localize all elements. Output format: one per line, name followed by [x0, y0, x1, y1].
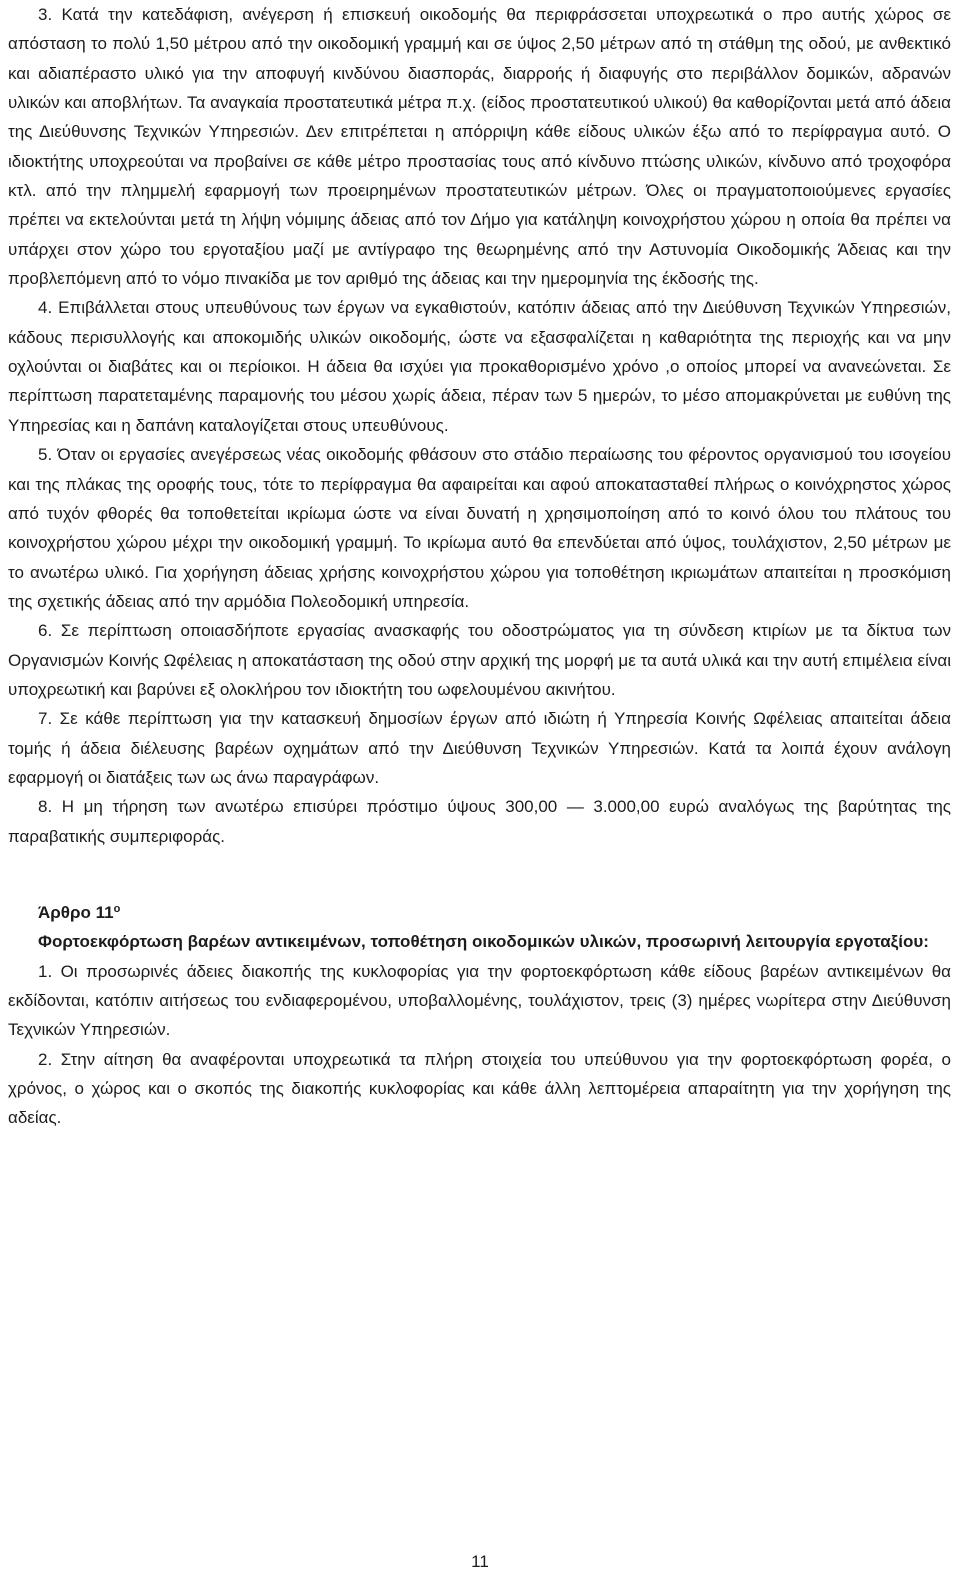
- paragraph-6: 6. Σε περίπτωση οποιασδήποτε εργασίας ανασκαφής του οδοστρώματος για τη σύνδεση κτιρίων με τα δίκτυα των Οργανισμών Κοινής Ωφέλειας η αποκατάσταση της οδού στην αρχική της μορφή με τα αυτά υλικά και την αυτή επιμέλεια είναι υποχρεωτική και βαρύνει εξ ολοκλήρου τον ιδιοκτήτη του ωφελουμένου ακινήτου.: [8, 621, 951, 699]
- article-paragraph-2: 2. Στην αίτηση θα αναφέρονται υποχρεωτικά τα πλήρη στοιχεία του υπεύθυνου για την φορτοεκφόρτωση φορέα, ο χρόνος, ο χώρος και ο σκοπός της διακοπής κυκλοφορίας και κάθε άλλη λεπτομέρεια απαραίτητη για την χορήγηση της αδείας.: [8, 1049, 951, 1128]
- article-title: Φορτοεκφόρτωση βαρέων αντικειμένων, τοποθέτηση οικοδομικών υλικών, προσωρινή λειτουργία εργοταξίου:: [38, 932, 929, 952]
- document-page: [8, 0, 951, 1133]
- article-paragraph-1: 1. Οι προσωρινές άδειες διακοπής της κυκλοφορίας για την φορτοεκφόρτωση κάθε είδους βαρέων αντικειμένων θα εκδίδονται, κατόπιν αιτήσεως του ενδιαφερομένου, υποβαλλομένης, τουλάχιστον, τρεις (3) ημέρες νωρίτερα στην Διεύθυνση Τεχνικών Υπηρεσιών.: [8, 961, 951, 1040]
- page-number: 11: [471, 1552, 489, 1571]
- section-spacer: [8, 851, 951, 898]
- paragraph-5: 5. Όταν οι εργασίες ανεγέρσεως νέας οικοδομής φθάσουν στο στάδιο περαίωσης του φέροντος οργανισμού του ισογείου και της πλάκας της οροφής τους, τότε το περίφραγμα θα αφαιρείται και αφού αποκατασταθεί πλήρως ο κοινόχρηστος χώρος από τυχόν φθορές θα τοποθετείται ικρίωμα ώστε να είναι δυνατή η χρησιμοποίηση από το κοινό όλου του πλάτους του κοινοχρήστου χώρου μέχρι την οικοδομική γραμμή. Το ικρίωμα αυτό θα επενδύεται από ύψος, τουλάχιστον, 2,50 μέτρων με το ανωτέρω υλικό. Για χορήγηση άδειας χρήσης κοινοχρήστου χώρου για τοποθέτηση ικριωμάτων απαιτείται η προσκόμιση της σχετικής άδειας από την αρμόδια Πολεοδομική υπηρεσία.: [8, 445, 951, 611]
- article-label: Άρθρο 11: [38, 902, 114, 922]
- article-superscript: ο: [113, 902, 121, 915]
- paragraph-8: 8. Η μη τήρηση των ανωτέρω επισύρει πρόστιμο ύψους 300,00 — 3.000,00 ευρώ αναλόγως της βαρύτητας της παραβατικής συμπεριφοράς.: [8, 797, 951, 846]
- paragraph-4: 4. Επιβάλλεται στους υπευθύνους των έργων να εγκαθιστούν, κατόπιν άδειας από την Διεύθυνση Τεχνικών Υπηρεσιών, κάδους περισυλλογής και αποκομιδής υλικών οικοδομής, ώστε να εξασφαλίζεται η καθαριότητα της περιοχής και να μην οχλούνται οι διαβάτες και οι περίοικοι. Η άδεια θα ισχύει για προκαθορισμένο χρόνο ,ο οποίος μπορεί να ανανεώνεται. Σε περίπτωση παρατεταμένης παραμονής του μέσου χωρίς άδεια, πέραν των 5 ημερών, το μέσο απομακρύνεται με ευθύνη της Υπηρεσίας και η δαπάνη καταλογίζεται στους υπευθύνους.: [8, 298, 951, 435]
- article-heading: [8, 898, 951, 927]
- paragraph-3: 3. Κατά την κατεδάφιση, ανέγερση ή επισκευή οικοδομής θα περιφράσσεται υποχρεωτικά ο προ αυτής χώρος σε απόσταση το πολύ 1,50 μέτρου από την οικοδομική γραμμή και σε ύψος 2,50 μέτρων από τη στάθμη της οδού, με ανθεκτικό και αδιαπέραστο υλικό για την αποφυγή κινδύνου διασποράς, διαρροής ή διαφυγής στο περιβάλλον δομικών, αδρανών υλικών και αποβλήτων. Τα αναγκαία προστατευτικά μέτρα π.χ. (είδος προστατευτικού υλικού) θα καθορίζονται μετά από άδεια της Διεύθυνσης Τεχνικών Υπηρεσιών. Δεν επιτρέπεται η απόρριψη κάθε είδους υλικών έξω από το περίφραγμα αυτό. Ο ιδιοκτήτης υποχρεούται να προβαίνει σε κάθε μέτρο προστασίας τους από κίνδυνο πτώσης υλικών, κίνδυνο από τροχοφόρα κτλ. από την πλημμελή εφαρμογή των προειρημένων προστατευτικών μέτρων. Όλες οι πραγματοποιούμενες εργασίες πρέπει να εκτελούνται μετά τη λήψη νόμιμης άδειας από τον Δήμο για κατάληψη κοινοχρήστου χώρου η οποία θα πρέπει να υπάρχει στον χώρο του εργοταξίου μαζί με αντίγραφο της θεωρημένης από την Αστυνομία Οικοδομικής Άδειας και την προβλεπόμενη από το νόμο πινακίδα με τον αριθμό της άδειας και την ημερομηνία της έκδοσής της.: [8, 5, 951, 289]
- paragraph-7: 7. Σε κάθε περίπτωση για την κατασκευή δημοσίων έργων από ιδιώτη ή Υπηρεσία Κοινής Ωφέλειας απαιτείται άδεια τομής ή άδεια διέλευσης βαρέων οχημάτων από την Διεύθυνση Τεχνικών Υπηρεσιών. Κατά τα λοιπά έχουν ανάλογη εφαρμογή οι διατάξεις των ως άνω παραγράφων.: [8, 709, 951, 787]
